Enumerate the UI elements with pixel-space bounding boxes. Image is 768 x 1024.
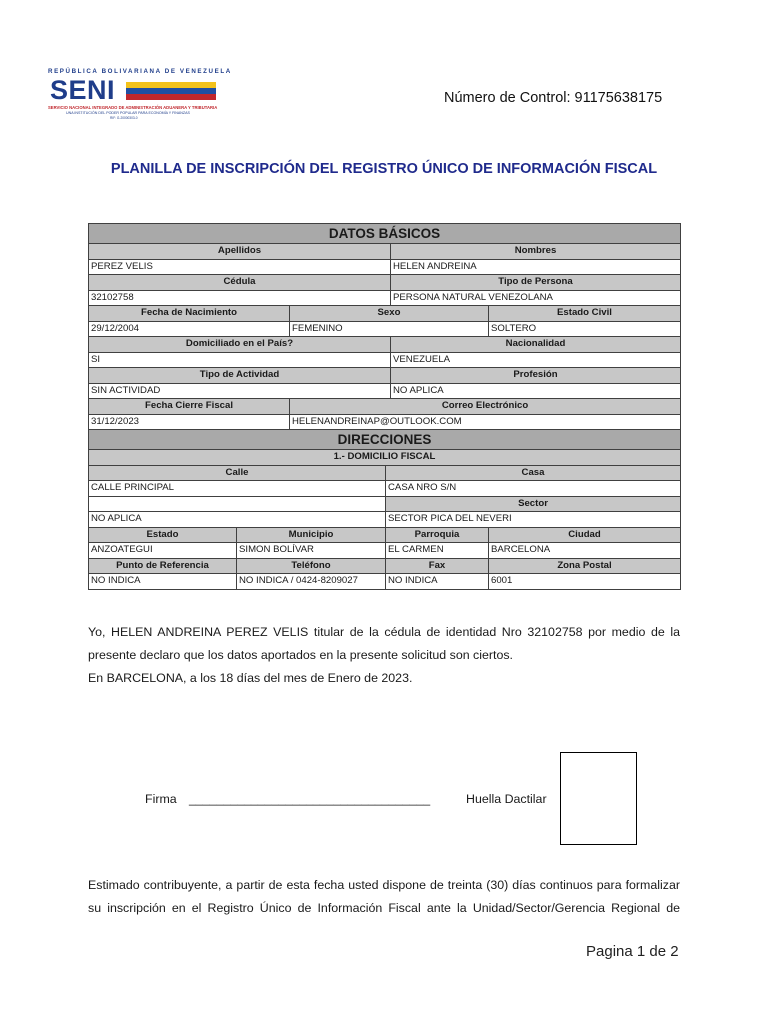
label-fecha-nacimiento: Fecha de Nacimiento [89,306,290,322]
label-zona-postal: Zona Postal [489,558,681,574]
label-tipo-actividad: Tipo de Actividad [89,368,391,384]
label-telefono: Teléfono [237,558,386,574]
label-ciudad: Ciudad [489,527,681,543]
label-municipio: Municipio [237,527,386,543]
firma-label: Firma [145,792,177,806]
huella-label: Huella Dactilar [466,792,547,806]
value-estado-civil: SOLTERO [489,321,681,337]
label-fecha-cierre-fiscal: Fecha Cierre Fiscal [89,399,290,415]
logo-brand [48,77,220,103]
logo-brand-text: SENI [50,75,116,105]
label-nacionalidad: Nacionalidad [391,337,681,353]
value-tipo-persona: PERSONA NATURAL VENEZOLANA [391,290,681,306]
value-telefono: NO INDICA / 0424-8209027 [237,574,386,590]
declaration-line-3: En BARCELONA, a los 18 días del mes de Enero de 2023. [88,671,413,685]
label-punto-referencia: Punto de Referencia [89,558,237,574]
value-tipo-actividad: SIN ACTIVIDAD [89,383,391,399]
label-profesion: Profesión [391,368,681,384]
label-sector: Sector [386,496,681,512]
flag-red-stripe [126,94,216,100]
label-calle: Calle [89,465,386,481]
notice-text [88,874,680,920]
logo-subtitle-2: UNA INSTITUCIÓN DEL PODER POPULAR PARA ECONOMÍA Y FINANZAS [66,111,190,115]
label-casa: Casa [386,465,681,481]
value-parroquia: EL CARMEN [386,543,489,559]
label-tipo-persona: Tipo de Persona [391,275,681,291]
control-number: Número de Control: 91175638175 [444,90,663,106]
label-apellidos: Apellidos [89,244,391,260]
value-domiciliado: SI [89,352,391,368]
blank-cell [89,496,386,512]
value-nacionalidad: VENEZUELA [391,352,681,368]
value-fax: NO INDICA [386,574,489,590]
logo-subtitle-3: RIF: G-20000303-0 [110,116,138,120]
signature-line: ___________________________________ [189,792,431,806]
notice-line-2: su inscripción en el Registro Único de Información Fiscal ante la Unidad/Sector/Gerencia Regional de [88,901,680,915]
label-parroquia: Parroquia [386,527,489,543]
value-zona-postal: 6001 [489,574,681,590]
value-correo: HELENANDREINAP@OUTLOOK.COM [290,414,681,430]
fingerprint-box [560,752,637,845]
declaration-line-1: Yo, HELEN ANDREINA PEREZ VELIS titular de la cédula de identidad Nro 32102758 por medio de la [88,625,680,639]
value-no-aplica: NO APLICA [89,512,386,528]
logo-flag-icon [126,82,216,100]
value-fecha-cierre-fiscal: 31/12/2023 [89,414,290,430]
value-casa: CASA NRO S/N [386,481,681,497]
value-sexo: FEMENINO [290,321,489,337]
seniat-logo [48,68,232,120]
declaration-line-2: presente declaro que los datos aportados en la presente solicitud son ciertos. [88,648,513,662]
value-punto-referencia: NO INDICA [89,574,237,590]
label-estado: Estado [89,527,237,543]
logo-top-text: REPÚBLICA BOLIVARIANA DE VENEZUELA [48,68,232,75]
value-cedula: 32102758 [89,290,391,306]
label-cedula: Cédula [89,275,391,291]
section-direcciones: DIRECCIONES [89,430,681,450]
notice-line-1: Estimado contribuyente, a partir de esta fecha usted dispone de treinta (30) días continuos para formalizar [88,878,680,892]
value-ciudad: BARCELONA [489,543,681,559]
page-number: Pagina 1 de 2 [586,943,679,960]
value-calle: CALLE PRINCIPAL [89,481,386,497]
subsection-domicilio-fiscal: 1.- DOMICILIO FISCAL [89,450,681,466]
value-estado: ANZOATEGUI [89,543,237,559]
value-profesion: NO APLICA [391,383,681,399]
label-estado-civil: Estado Civil [489,306,681,322]
value-fecha-nacimiento: 29/12/2004 [89,321,290,337]
document-title: PLANILLA DE INSCRIPCIÓN DEL REGISTRO ÚNICO DE INFORMACIÓN FISCAL [110,161,658,177]
label-correo: Correo Electrónico [290,399,681,415]
value-nombres: HELEN ANDREINA [391,259,681,275]
value-apellidos: PEREZ VELIS [89,259,391,275]
label-nombres: Nombres [391,244,681,260]
registration-table [88,223,681,590]
declaration-text [88,621,680,690]
label-fax: Fax [386,558,489,574]
label-domiciliado: Domiciliado en el País? [89,337,391,353]
value-municipio: SIMON BOLÍVAR [237,543,386,559]
section-datos-basicos: DATOS BÁSICOS [89,224,681,244]
label-sexo: Sexo [290,306,489,322]
logo-subtitle-1: SERVICIO NACIONAL INTEGRADO DE ADMINISTRACIÓN ADUANERA Y TRIBUTARIA [48,105,218,110]
value-sector: SECTOR PICA DEL NEVERI [386,512,681,528]
